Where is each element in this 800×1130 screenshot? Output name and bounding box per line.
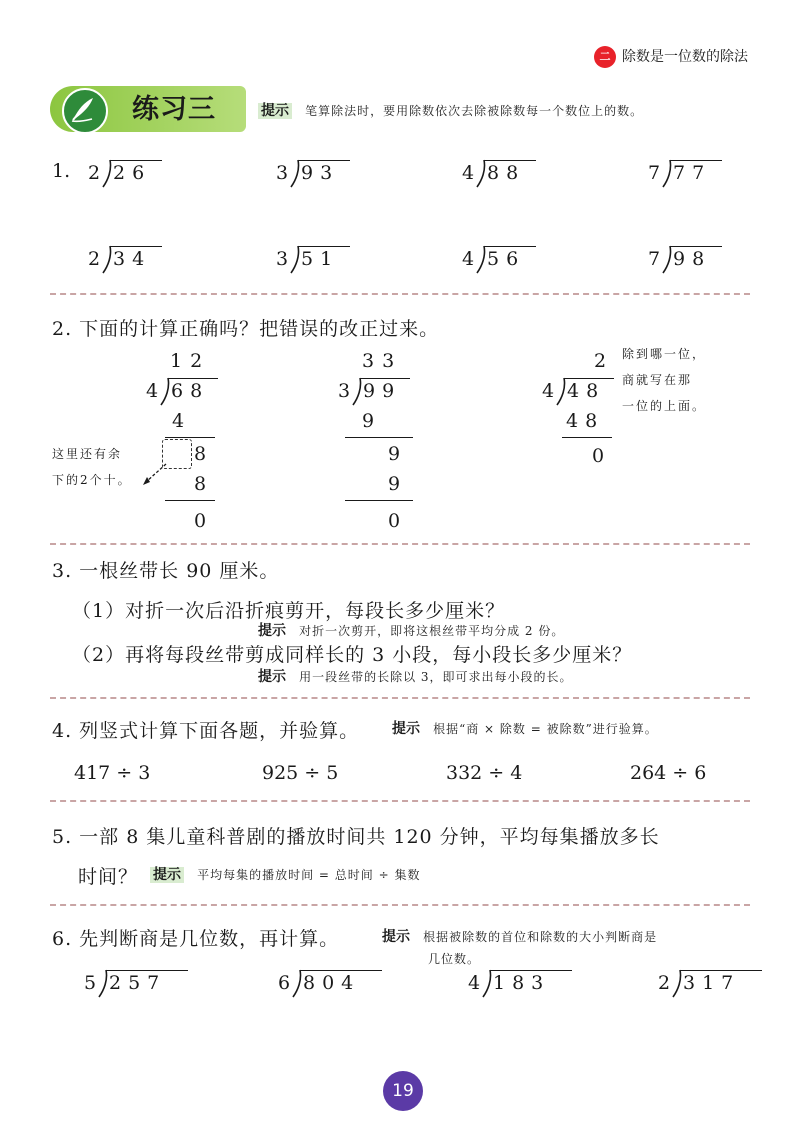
dividend: 77 bbox=[673, 162, 712, 184]
dividend: 34 bbox=[113, 248, 152, 270]
dividend: 317 bbox=[683, 972, 741, 994]
long-division-problem bbox=[88, 244, 170, 274]
dividend: 257 bbox=[109, 972, 167, 994]
question-3-part-2: （2）再将每段丝带剪成同样长的 3 小段，每小段长多少厘米？ bbox=[72, 644, 633, 666]
long-division-problem bbox=[658, 968, 770, 998]
q2c-dividend: 48 bbox=[567, 380, 606, 402]
tip-text: 平均每集的播放时间 = 总时间 ÷ 集数 bbox=[197, 868, 421, 882]
tip-label: 提示 bbox=[258, 669, 286, 685]
question-6-tip bbox=[382, 926, 657, 946]
arrow-icon bbox=[140, 462, 170, 488]
division-bracket bbox=[290, 244, 300, 274]
separator bbox=[50, 904, 750, 906]
tip-text: 笔算除法时，要用除数依次去除被除数每一个数位上的数。 bbox=[305, 104, 644, 118]
dividend: 26 bbox=[113, 162, 152, 184]
question-1-number: 1. bbox=[52, 160, 71, 182]
division-bracket bbox=[102, 244, 112, 274]
q4-problem-4: 264 ÷ 6 bbox=[630, 762, 707, 784]
chapter-number-badge: 二 bbox=[594, 46, 616, 68]
division-bracket bbox=[352, 376, 362, 406]
q2a-remainder: 0 bbox=[194, 510, 207, 532]
division-bracket bbox=[662, 158, 672, 188]
divisor: 3 bbox=[276, 248, 289, 270]
division-bracket bbox=[662, 244, 672, 274]
long-division-problem bbox=[648, 244, 730, 274]
question-4-title: 4. 列竖式计算下面各题，并验算。 bbox=[52, 720, 360, 742]
q2c-divisor: 4 bbox=[542, 380, 555, 402]
tip-label: 提示 bbox=[258, 623, 286, 639]
question-3-title: 3. 一根丝带长 90 厘米。 bbox=[52, 560, 280, 582]
divisor: 3 bbox=[276, 162, 289, 184]
long-division-problem bbox=[84, 968, 196, 998]
dividend: 93 bbox=[301, 162, 340, 184]
chapter-title: 除数是一位数的除法 bbox=[622, 49, 748, 65]
q4-problem-1: 417 ÷ 3 bbox=[74, 762, 151, 784]
q2b-division bbox=[338, 376, 418, 406]
tip-text: 用一段丝带的长除以 3，即可求出每小段的长。 bbox=[299, 670, 573, 684]
q2a-division bbox=[146, 376, 226, 406]
division-bracket bbox=[292, 968, 302, 998]
q2c-remainder: 0 bbox=[592, 445, 605, 467]
q2c-step1: 48 bbox=[566, 410, 605, 432]
dividend: 183 bbox=[493, 972, 551, 994]
long-division-problem bbox=[276, 244, 358, 274]
separator bbox=[50, 697, 750, 699]
tip-label: 提示 bbox=[258, 103, 292, 119]
tip-text: 根据“商 × 除数 = 被除数”进行验算。 bbox=[433, 722, 658, 736]
division-bracket bbox=[672, 968, 682, 998]
q2b-remainder: 0 bbox=[388, 510, 401, 532]
pen-icon bbox=[62, 88, 108, 134]
question-5-line-2: 时间？ bbox=[78, 866, 139, 888]
question-5-line-1: 5. 一部 8 集儿童科普剧的播放时间共 120 分钟，平均每集播放多长 bbox=[52, 826, 660, 848]
tip-text: 对折一次剪开，即将这根丝带平均分成 2 份。 bbox=[299, 624, 565, 638]
divisor: 4 bbox=[462, 248, 475, 270]
q2a-step2: 8 bbox=[194, 443, 207, 465]
division-bracket bbox=[556, 376, 566, 406]
question-6-tip-text-2: 几位数。 bbox=[428, 952, 481, 966]
q2b-line1 bbox=[345, 437, 413, 438]
long-division-problem bbox=[278, 968, 390, 998]
divisor: 2 bbox=[88, 162, 101, 184]
q2c-division bbox=[542, 376, 622, 406]
q2-right-note-1: 除到哪一位， bbox=[622, 347, 707, 361]
separator bbox=[50, 293, 750, 295]
question-2-title: 2. 下面的计算正确吗？把错误的改正过来。 bbox=[52, 318, 440, 340]
q2a-divisor: 4 bbox=[146, 380, 159, 402]
division-bracket bbox=[476, 158, 486, 188]
question-3-part-1: （1）对折一次后沿折痕剪开，每段长多少厘米？ bbox=[72, 600, 506, 622]
divisor: 7 bbox=[648, 248, 661, 270]
division-bracket bbox=[160, 376, 170, 406]
division-bracket bbox=[98, 968, 108, 998]
tip-label: 提示 bbox=[150, 867, 184, 883]
question-6-title: 6. 先判断商是几位数，再计算。 bbox=[52, 928, 340, 950]
tip-label: 提示 bbox=[392, 721, 420, 737]
q2-left-note-1: 这里还有余 bbox=[52, 447, 123, 461]
q2a-quotient: 12 bbox=[170, 350, 211, 372]
q2a-step1: 4 bbox=[172, 410, 185, 432]
question-3-tip-2 bbox=[258, 666, 573, 686]
q2b-step1: 9 bbox=[362, 410, 375, 432]
division-bracket bbox=[290, 158, 300, 188]
q2-left-note-2: 下的2个十。 bbox=[52, 473, 132, 487]
q2-right-note-2: 商就写在那 bbox=[622, 373, 693, 387]
division-bracket bbox=[102, 158, 112, 188]
q4-problem-2: 925 ÷ 5 bbox=[262, 762, 339, 784]
long-division-problem bbox=[648, 158, 730, 188]
page-number: 19 bbox=[383, 1071, 423, 1111]
q2c-line1 bbox=[562, 437, 612, 438]
q2-right-note-3: 一位的上面。 bbox=[622, 399, 707, 413]
question-4-tip bbox=[392, 718, 658, 738]
divisor: 6 bbox=[278, 972, 291, 994]
dividend: 98 bbox=[673, 248, 712, 270]
long-division-problem bbox=[462, 244, 544, 274]
division-bracket bbox=[482, 968, 492, 998]
q2b-step2: 9 bbox=[388, 443, 401, 465]
q2b-dividend: 99 bbox=[363, 380, 402, 402]
q2a-dividend: 68 bbox=[171, 380, 210, 402]
divisor: 5 bbox=[84, 972, 97, 994]
q4-problem-3: 332 ÷ 4 bbox=[446, 762, 523, 784]
divisor: 4 bbox=[468, 972, 481, 994]
exercise-title: 练习三 bbox=[132, 94, 216, 125]
question-5-tip bbox=[150, 864, 420, 884]
q2b-line2 bbox=[345, 500, 413, 501]
dividend: 56 bbox=[487, 248, 526, 270]
q2a-line2 bbox=[165, 500, 215, 501]
q2b-step3: 9 bbox=[388, 473, 401, 495]
q2b-quotient: 33 bbox=[362, 350, 403, 372]
divisor: 7 bbox=[648, 162, 661, 184]
tip-label: 提示 bbox=[382, 929, 410, 945]
division-bracket bbox=[476, 244, 486, 274]
separator bbox=[50, 543, 750, 545]
separator bbox=[50, 800, 750, 802]
divisor: 2 bbox=[658, 972, 671, 994]
dividend: 804 bbox=[303, 972, 361, 994]
question-3-tip-1 bbox=[258, 620, 564, 640]
q2b-divisor: 3 bbox=[338, 380, 351, 402]
q2c-quotient: 2 bbox=[594, 350, 607, 372]
divisor: 4 bbox=[462, 162, 475, 184]
q2a-step3: 8 bbox=[194, 473, 207, 495]
dividend: 51 bbox=[301, 248, 340, 270]
tip-text: 根据被除数的首位和除数的大小判断商是 bbox=[423, 930, 658, 944]
divisor: 2 bbox=[88, 248, 101, 270]
header-tip bbox=[258, 100, 643, 120]
long-division-problem bbox=[276, 158, 358, 188]
q2a-line1 bbox=[165, 437, 215, 438]
dividend: 88 bbox=[487, 162, 526, 184]
long-division-problem bbox=[88, 158, 170, 188]
long-division-problem bbox=[462, 158, 544, 188]
long-division-problem bbox=[468, 968, 580, 998]
